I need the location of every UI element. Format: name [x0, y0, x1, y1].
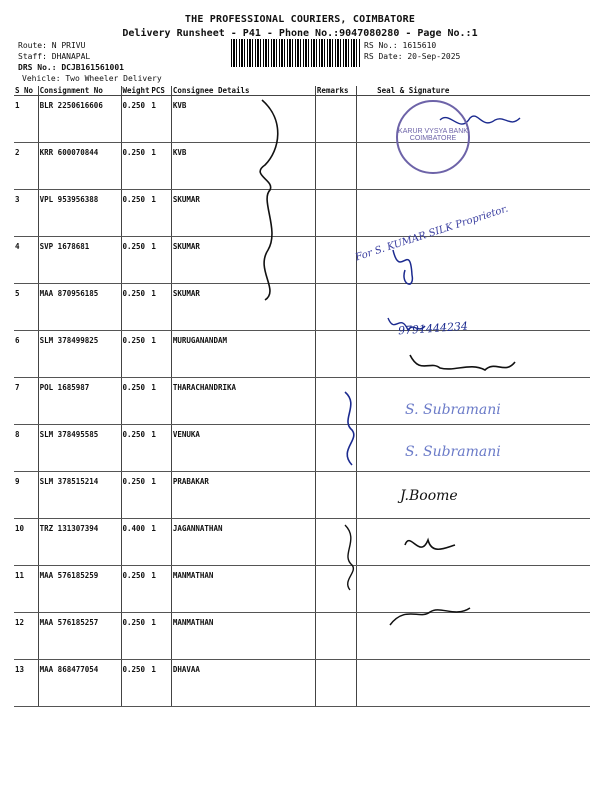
cell-consignee: MANMATHAN [171, 613, 315, 660]
cell-sno: 6 [14, 331, 38, 378]
cell-consignment: MAA 870956185 [38, 284, 121, 331]
kvb-stamp: KARUR VYSYA BANK COIMBATORE [396, 100, 470, 174]
cell-weight: 0.250 [121, 143, 150, 190]
cell-consignee: KVB [171, 96, 315, 143]
cell-pcs: 1 [150, 331, 171, 378]
cell-weight: 0.250 [121, 425, 150, 472]
cell-consignee: DHAVAA [171, 660, 315, 707]
cell-weight: 0.250 [121, 190, 150, 237]
signature-11 [405, 540, 455, 549]
cell-consignee: SKUMAR [171, 190, 315, 237]
proprietor-stamp: For S. KUMAR SILK Proprietor. [354, 203, 510, 264]
cell-weight: 0.250 [121, 566, 150, 613]
cell-weight: 0.250 [121, 660, 150, 707]
cell-pcs: 1 [150, 284, 171, 331]
cell-weight: 0.250 [121, 472, 150, 519]
col-seal: Seal & Signature [357, 86, 590, 96]
cell-sno: 5 [14, 284, 38, 331]
col-pcs: PCS [150, 86, 171, 96]
signature-10: J.Boome [400, 488, 458, 504]
cell-consignment: SVP 1678681 [38, 237, 121, 284]
cell-consignment: SLM 378495585 [38, 425, 121, 472]
col-consignment: Consignment No [38, 86, 121, 96]
cell-consignment: TRZ 131307394 [38, 519, 121, 566]
cell-consignee: SKUMAR [171, 284, 315, 331]
cell-pcs: 1 [150, 143, 171, 190]
phone-handwritten: 9791444234 [397, 319, 469, 338]
drs-number: DRS No.: DCJB161561001 [18, 63, 124, 72]
cell-consignee: VENUKA [171, 425, 315, 472]
signature-8: S. Subramani [405, 402, 501, 418]
cell-pcs: 1 [150, 566, 171, 613]
vehicle: Vehicle: Two Wheeler Delivery [22, 74, 162, 83]
runsheet-title: Delivery Runsheet - P41 - Phone No.:9047080280 - Page No.:1 [122, 28, 478, 39]
signature-5 [393, 250, 412, 284]
cell-pcs: 1 [150, 425, 171, 472]
cell-sno: 12 [14, 613, 38, 660]
cell-pcs: 1 [150, 96, 171, 143]
cell-sno: 3 [14, 190, 38, 237]
route: Route: N PRIVU [18, 41, 86, 50]
cell-weight: 0.250 [121, 284, 150, 331]
col-remarks: Remarks [315, 86, 356, 96]
cell-sno: 1 [14, 96, 38, 143]
cell-consignment: SLM 378515214 [38, 472, 121, 519]
cell-pcs: 1 [150, 237, 171, 284]
rs-date: RS Date: 20-Sep-2025 [364, 52, 461, 61]
col-weight: Weight [122, 86, 150, 95]
bracket-mark [260, 100, 278, 300]
company-title: THE PROFESSIONAL COURIERS, COIMBATORE [184, 14, 416, 25]
cell-weight: 0.250 [121, 237, 150, 284]
cell-sno: 8 [14, 425, 38, 472]
cell-consignment: VPL 953956388 [38, 190, 121, 237]
signature-9: S. Subramani [405, 444, 501, 460]
cell-weight: 0.250 [121, 96, 150, 143]
staff: Staff: DHANAPAL [18, 52, 91, 61]
cell-pcs: 1 [150, 660, 171, 707]
col-details: Consignee Details [171, 86, 315, 96]
cell-pcs: 1 [150, 472, 171, 519]
cell-sno: 9 [14, 472, 38, 519]
cell-sno: 10 [14, 519, 38, 566]
cell-consignee: SKUMAR [171, 237, 315, 284]
cell-sno: 11 [14, 566, 38, 613]
rs-number: RS No.: 1615610 [364, 41, 437, 50]
cell-weight: 0.250 [121, 331, 150, 378]
cell-sno: 2 [14, 143, 38, 190]
cell-pcs: 1 [150, 613, 171, 660]
signature-13 [390, 608, 470, 625]
signature-7 [410, 355, 515, 370]
cell-consignment: MAA 576185257 [38, 613, 121, 660]
cell-consignment: KRR 600070844 [38, 143, 121, 190]
cell-pcs: 1 [150, 190, 171, 237]
cell-consignee: JAGANNATHAN [171, 519, 315, 566]
cell-consignment: SLM 378499825 [38, 331, 121, 378]
cell-consignment: POL 1685987 [38, 378, 121, 425]
cell-sno: 4 [14, 237, 38, 284]
cell-sno: 13 [14, 660, 38, 707]
cell-pcs: 1 [150, 519, 171, 566]
bracket-mark-2 [345, 392, 354, 465]
cell-consignee: THARACHANDRIKA [171, 378, 315, 425]
cell-weight: 0.250 [121, 378, 150, 425]
cell-pcs: 1 [150, 378, 171, 425]
cell-consignee: PRABAKAR [171, 472, 315, 519]
cell-weight: 0.250 [121, 613, 150, 660]
cell-consignee: MANMATHAN [171, 566, 315, 613]
bracket-mark-3 [345, 525, 353, 590]
cell-consignee: MURUGANANDAM [171, 331, 315, 378]
cell-weight: 0.400 [121, 519, 150, 566]
cell-consignee: KVB [171, 143, 315, 190]
cell-sno: 7 [14, 378, 38, 425]
cell-consignment: BLR 2250616606 [38, 96, 121, 143]
cell-consignment: MAA 868477054 [38, 660, 121, 707]
cell-consignment: MAA 576185259 [38, 566, 121, 613]
col-sno: S No [14, 86, 38, 96]
